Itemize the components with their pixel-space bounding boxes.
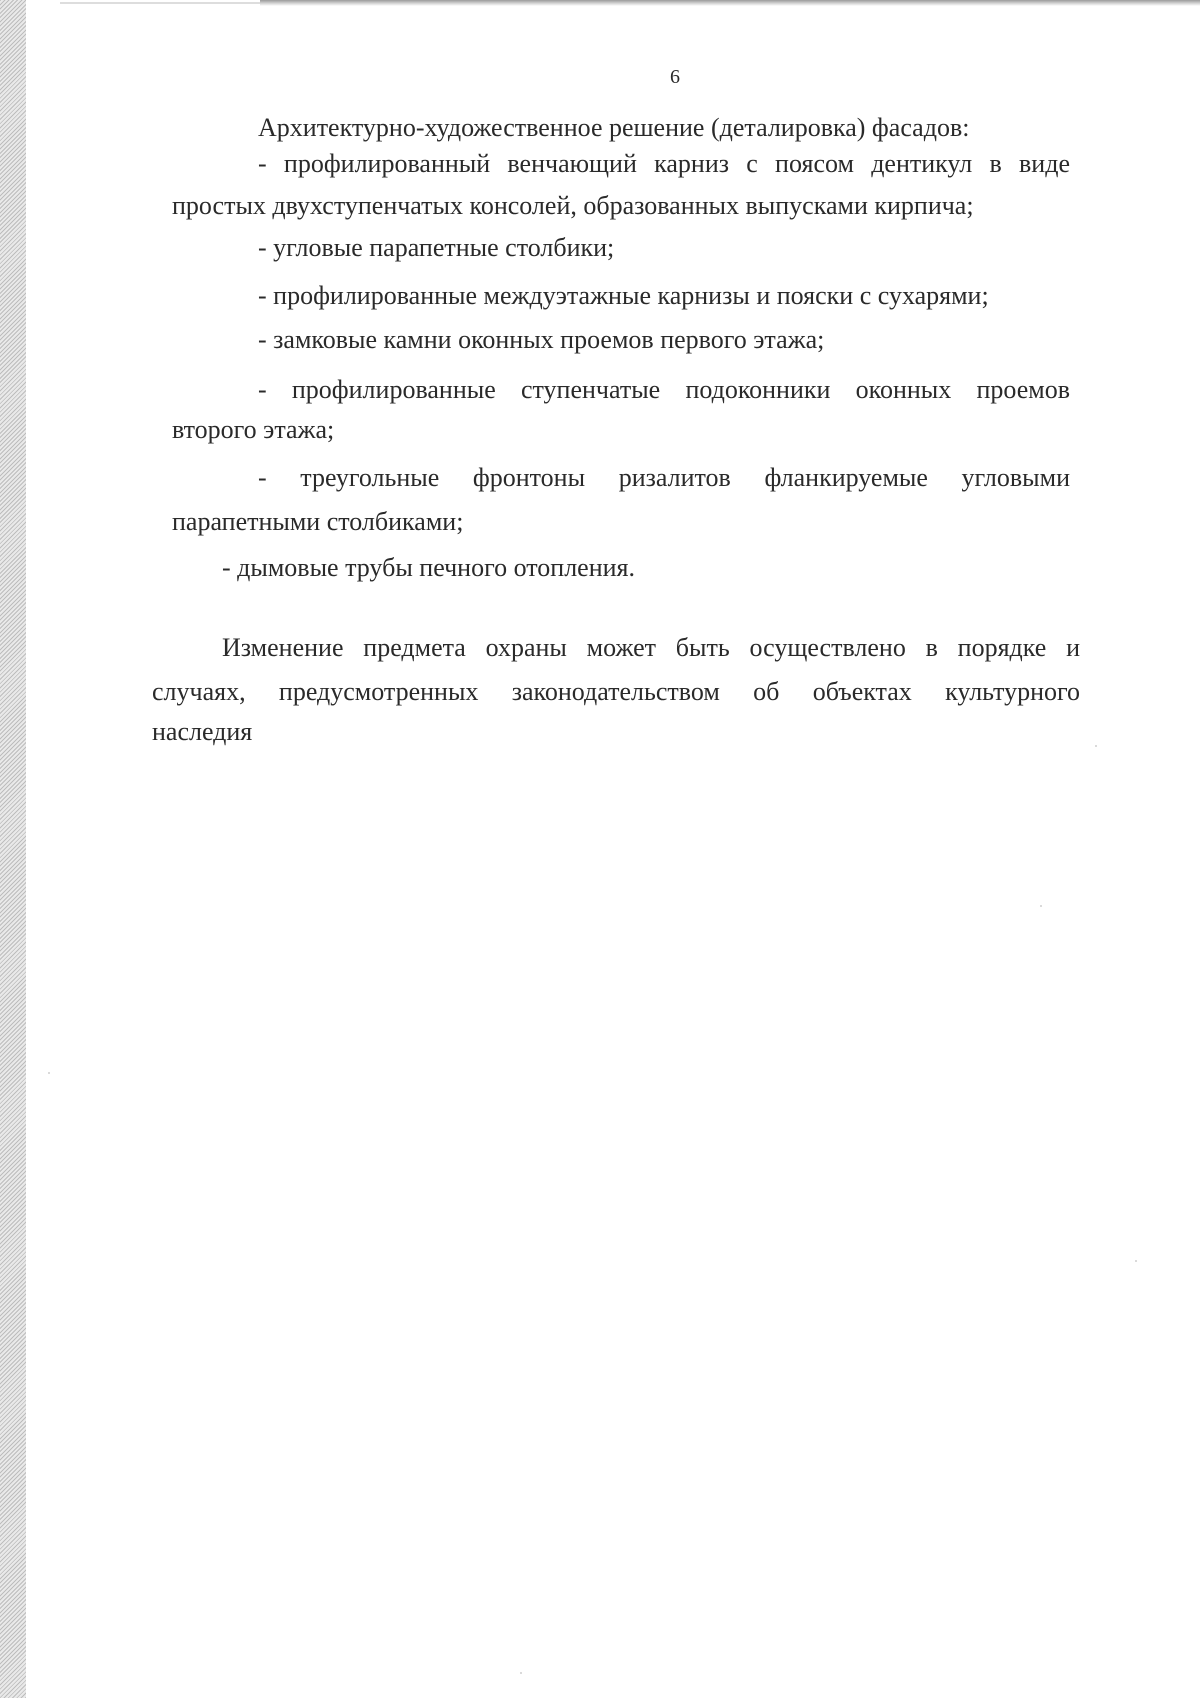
scan-speck — [520, 1672, 522, 1674]
closing-paragraph-line2: случаях, предусмотренных законодательством об объектах культурного — [152, 677, 1080, 706]
list-item-cornice-line2: простых двухступенчатых консолей, образованных выпусками кирпича; — [172, 191, 974, 220]
list-item-pediments-line1: - треугольные фронтоны ризалитов фланкируемые угловыми — [258, 463, 1070, 492]
scan-edge-top-faint — [60, 2, 260, 4]
list-item-interfloor-cornices: - профилированные междуэтажные карнизы и пояски с сухарями; — [258, 281, 989, 310]
scan-edge-left — [0, 0, 26, 1698]
list-item-window-sills-line1: - профилированные ступенчатые подоконники оконных проемов — [258, 375, 1070, 404]
list-item-window-sills-line2: второго этажа; — [172, 415, 335, 444]
list-item-cornice-line1: - профилированный венчающий карниз с поясом дентикул в виде — [258, 149, 1070, 178]
scan-speck — [1135, 1260, 1137, 1262]
scan-speck — [1095, 745, 1097, 747]
closing-paragraph-line3: наследия — [152, 717, 253, 746]
section-heading: Архитектурно-художественное решение (деталировка) фасадов: — [258, 113, 970, 142]
list-item-pediments-line2: парапетными столбиками; — [172, 507, 464, 536]
scan-speck — [48, 1072, 50, 1074]
closing-paragraph-line1: Изменение предмета охраны может быть осуществлено в порядке и — [222, 633, 1080, 662]
scan-edge-top — [260, 0, 1200, 6]
list-item-chimneys: - дымовые трубы печного отопления. — [222, 553, 635, 582]
list-item-corner-posts: - угловые парапетные столбики; — [258, 233, 615, 262]
page-number: 6 — [670, 66, 680, 88]
scan-speck — [1040, 905, 1042, 907]
list-item-keystones: - замковые камни оконных проемов первого этажа; — [258, 325, 825, 354]
